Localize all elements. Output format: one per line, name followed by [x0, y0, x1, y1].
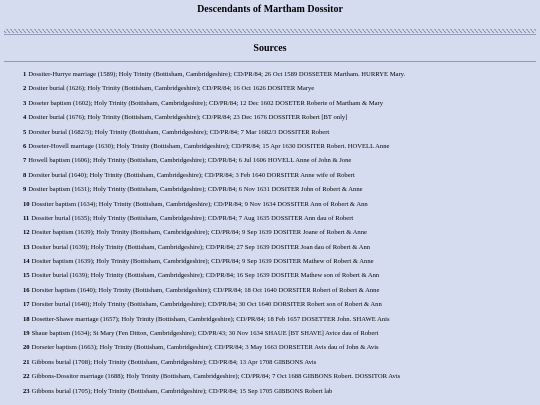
source-item: [23, 99, 523, 113]
source-item: [23, 286, 523, 300]
source-item: [23, 113, 523, 127]
source-number: 21: [23, 358, 30, 366]
source-text: Dositer burial (1676); Holy Trinity (Bottisham, Cambridgeshire); CD/PR/84; 23 Dec 1676 DOSSITER Robert [BT only]: [28, 114, 348, 122]
source-text: Gibbons burial (1705); Holy Trinity (Bottisham, Cambridgeshire); CD/PR/84; 15 Sep 1705 GIBBONS Robert lab: [31, 387, 333, 395]
source-text: Dositer burial (1639); Holy Trinity (Bottisham, Cambridgeshire); CD/PR/84; 16 Sep 1639 DOSITER Mathew son of Robert & Ann: [31, 272, 380, 280]
source-text: Dositer baptism (1639); Holy Trinity (Bottisham, Cambridgeshire); CD/PR/84; 9 Sep 1639 DOSITER Mathew of Robert & Anne: [31, 258, 374, 266]
source-text: Dorseter baptism (1663); Holy Trinity (Bottisham, Cambridgeshire); CD/PR/84; 3 May 1663 DORSETER Avis dau of John & Avis: [31, 344, 379, 352]
source-item: [23, 372, 523, 386]
source-number: 16: [23, 286, 30, 294]
source-text: Shaue baptism (1634); St Mary (Fen Ditton, Cambridgeshire); CD/PR/43; 30 Nov 1634 SHAUE [BT SHAVE] Avice dau of Robert: [31, 330, 379, 338]
decorative-divider: [4, 29, 536, 35]
source-number: 11: [23, 214, 30, 222]
source-text: Dossiter baptism (1634); Holy Trinity (Bottisham, Cambridgeshire); CD/PR/84; 9 Nov 1634 DOSSITER Ann of Robert & Ann: [31, 200, 368, 208]
source-number: 13: [23, 243, 30, 251]
source-text: Dossiter burial (1635); Holy Trinity (Bottisham, Cambridgeshire); CD/PR/84; 7 Aug 1635 DOSSITER Ann dau of Robert: [31, 214, 354, 222]
source-item: [23, 315, 523, 329]
source-text: Dorsiter baptism (1640); Holy Trinity (Bottisham, Cambridgeshire); CD/PR/84; 18 Oct 1640 DORSITER Robert of Robert & Anne: [31, 286, 380, 294]
source-number: 7: [23, 157, 27, 165]
source-number: 14: [23, 258, 30, 266]
source-text: Dositer burial (1639); Holy Trinity (Bottisham, Cambridgeshire); CD/PR/84; 27 Sep 1639 DOSITER Joan dau of Robert & Ann: [31, 243, 371, 251]
source-number: 8: [23, 171, 27, 179]
source-text: Dositer burial (1626); Holy Trinity (Bottisham, Cambridgeshire); CD/PR/84; 16 Oct 1626 DOSITER Marye: [28, 85, 315, 93]
source-item: [23, 271, 523, 285]
source-text: Gibbons-Dossitor marriage (1688); Holy Trinity (Bottisham, Cambridgeshire); CD/PR/84; 7 Oct 1688 GIBBONS Robert. DOSSITOR Avis: [31, 373, 401, 381]
source-item: [23, 171, 523, 185]
section-title: Sources: [253, 43, 287, 54]
source-item: [23, 243, 523, 257]
source-text: Dosetter-Shawe marriage (1657); Holy Trinity (Bottisham, Cambridgeshire); CD/PR/84; 18 Feb 1657 DOSETTER John. SHAWE Anis: [31, 315, 390, 323]
source-text: Howell baptism (1606); Holy Trinity (Bottisham, Cambridgeshire); CD/PR/84; 6 Jul 1606 HOVELL Anne of John & Jone: [28, 157, 352, 165]
source-item: [23, 343, 523, 357]
source-number: 18: [23, 315, 30, 323]
source-item: [23, 228, 523, 242]
source-text: Dositer baptism (1639); Holy Trinity (Bottisham, Cambridgeshire); CD/PR/84; 9 Sep 1639 DOSITER Joane of Robert & Anne: [31, 229, 367, 237]
source-number: 2: [23, 85, 27, 93]
source-number: 12: [23, 229, 30, 237]
source-item: [23, 214, 523, 228]
source-item: [23, 185, 523, 199]
source-text: Gibbons burial (1708); Holy Trinity (Bottisham, Cambridgeshire); CD/PR/84; 13 Apr 1708 GIBBONS Avis: [31, 358, 317, 366]
source-text: Dositer baptism (1631); Holy Trinity (Bottisham, Cambridgeshire); CD/PR/84; 6 Nov 1631 DOSITER John of Robert & Anne: [28, 186, 363, 194]
source-item: [23, 300, 523, 314]
source-item: [23, 128, 523, 142]
source-number: 23: [23, 387, 30, 395]
source-number: 17: [23, 301, 30, 309]
source-item: [23, 84, 523, 98]
source-number: 19: [23, 330, 30, 338]
source-text: Doseter-Hovell marriage (1630); Holy Trinity (Bottisham, Cambridgeshire); CD/PR/84; 15 Apr 1630 DOSITER Robert. HOVELL Anne: [28, 142, 390, 150]
source-item: [23, 358, 523, 372]
section-rule: [4, 61, 536, 62]
source-text: Dorsiter burial (1640); Holy Trinity (Bottisham, Cambridgeshire); CD/PR/84; 30 Oct 1640 DORSITER Robert son of Robert & Ann: [31, 301, 382, 309]
source-number: 3: [23, 99, 27, 107]
source-number: 15: [23, 272, 30, 280]
source-number: 1: [23, 71, 27, 78]
source-number: 10: [23, 200, 30, 208]
source-number: 6: [23, 142, 27, 150]
source-text: Dorsiter burial (1640); Holy Trinity (Bottisham, Cambridgeshire); CD/PR/84; 3 Feb 1640 DORSITER Anne wife of Robert: [28, 171, 355, 179]
source-item: [23, 257, 523, 271]
source-item: [23, 156, 523, 170]
source-number: 5: [23, 128, 27, 136]
source-text: Dorsiter burial (1682/3); Holy Trinity (Bottisham, Cambridgeshire); CD/PR/84; 7 Mar 1682/3 DOSSITER Robert: [28, 128, 330, 136]
source-text: Dossiter-Hurrye marriage (1589); Holy Trinity (Bottisham, Cambridgeshire); CD/PR/84; 26 Oct 1589 DOSSETER Martham. HURRYE Mary.: [28, 71, 406, 78]
source-number: 22: [23, 373, 30, 381]
source-number: 9: [23, 186, 27, 194]
source-item: [23, 329, 523, 343]
source-number: 4: [23, 114, 27, 122]
source-item: [23, 142, 523, 156]
sources-list: [23, 70, 523, 401]
page-title: Descendants of Martham Dossitor: [197, 4, 343, 15]
source-number: 20: [23, 344, 30, 352]
source-item: [23, 387, 523, 401]
source-text: Doseter baptism (1602); Holy Trinity (Bottisham, Cambridgeshire); CD/PR/84; 12 Dec 1602 DOSETER Roberte of Martham & Mary: [28, 99, 384, 107]
source-item: [23, 70, 523, 84]
source-item: [23, 200, 523, 214]
